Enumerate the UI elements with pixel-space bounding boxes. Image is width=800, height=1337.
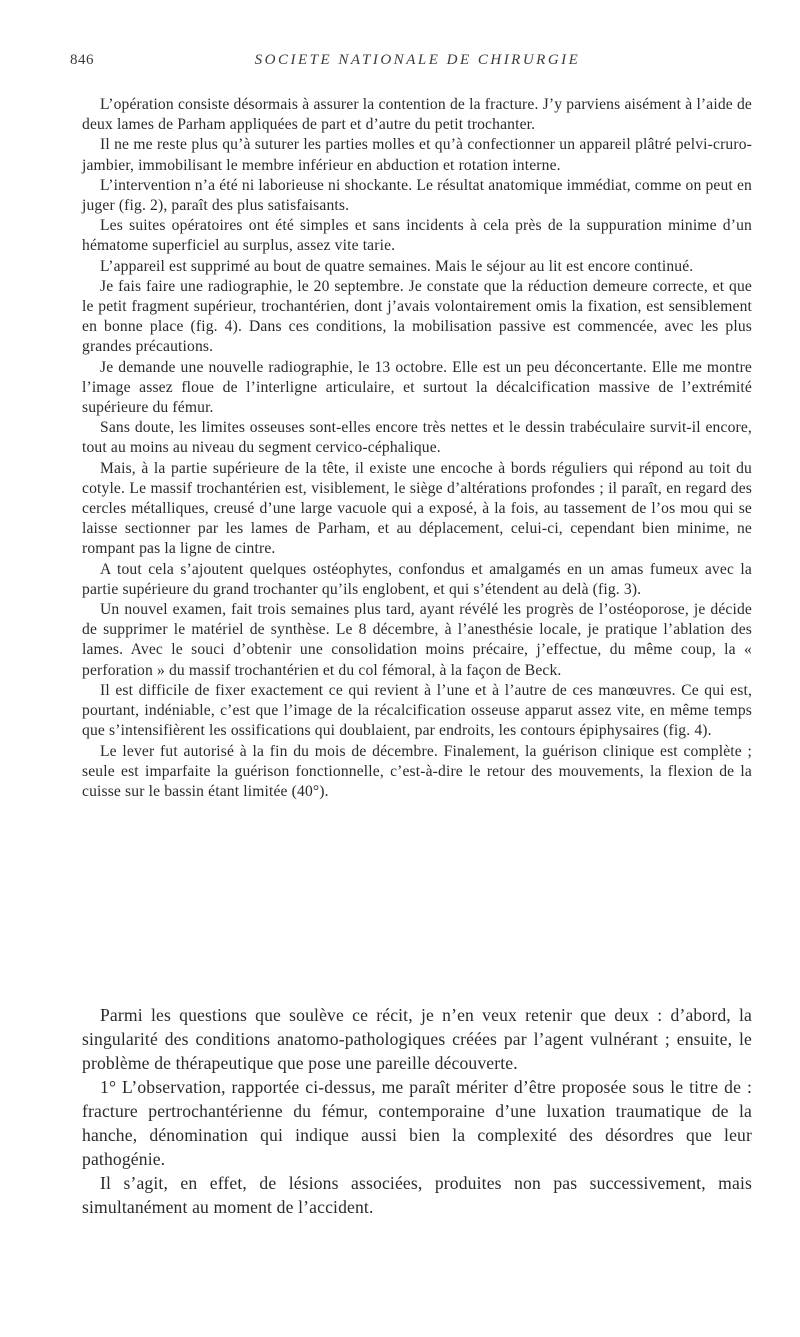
paragraph: Les suites opératoires ont été simples et sans incidents à cela près de la suppuration minime d’un hématome superficiel au surplus, assez vite tarie. [82, 217, 752, 255]
paragraph: Sans doute, les limites osseuses sont-elles encore très nettes et le dessin trabéculaire survit-il encore, tout au moins au niveau du segment cervico-céphalique. [82, 419, 752, 457]
discussion-text [82, 1003, 752, 1219]
paragraph: A tout cela s’ajoutent quelques ostéophytes, confondus et amalgamés en un amas fumeux avec la partie supérieure du grand trochanter qu’ils englobent, et qui s’étendent au delà (fig. 3). [82, 560, 752, 598]
page-header [70, 52, 745, 76]
running-title: SOCIETE NATIONALE DE CHIRURGIE [254, 52, 581, 68]
paragraph: Je demande une nouvelle radiographie, le 13 octobre. Elle est un peu déconcertante. Elle me montre l’image assez floue de l’interligne articulaire, et surtout la décalcification massive de l’extrémité supérieure du fémur. [82, 358, 752, 417]
page-number: 846 [70, 52, 94, 68]
paragraph: L’intervention n’a été ni laborieuse ni shockante. Le résultat anatomique immédiat, comme on peut en juger (fig. 2), paraît des plus satisfaisants. [82, 176, 752, 215]
paragraph: Il s’agit, en effet, de lésions associées, produites non pas successivement, mais simultanément au moment de l’accident. [82, 1173, 752, 1217]
paragraph: Il est difficile de fixer exactement ce qui revient à l’une et à l’autre de ces manœuvres. Ce qui est, pourtant, indéniable, c’est que l’image de la récalcification osseuse apparut assez vite, en même temps que s’intensifièrent les ossifications qui doublaient, par endroits, les contours épiphysaires (fig. 4). [82, 681, 752, 740]
paragraph: L’opération consiste désormais à assurer la contention de la fracture. J’y parviens aisément à l’aide de deux lames de Parham appliquées de part et d’autre du petit trochanter. [82, 96, 752, 134]
case-report-text [82, 95, 752, 802]
paragraph: Un nouvel examen, fait trois semaines plus tard, ayant révélé les progrès de l’ostéoporose, je décide de supprimer le matériel de synthèse. Le 8 décembre, à l’anesthésie locale, je pratique l’ablation des lames. Avec le souci d’obtenir une consolidation moins précaire, j’effectue, du même coup, la « perforation » du massif trochantérien et du col fémoral, à la façon de Beck. [82, 601, 752, 679]
paragraph: Le lever fut autorisé à la fin du mois de décembre. Finalement, la guérison clinique est complète ; seule est imparfaite la guérison fonctionnelle, c’est-à-dire le retour des mouvements, la flexion de la cuisse sur le bassin étant limitée (40°). [82, 742, 752, 800]
paragraph: Je fais faire une radiographie, le 20 septembre. Je constate que la réduction demeure correcte, et que le petit fragment supérieur, trochantérien, dont j’avais volontairement omis la fixation, est sensiblement en bonne place (fig. 4). Dans ces conditions, la mobilisation passive est commencée, avec les plus grandes précautions. [82, 277, 752, 356]
paragraph: 1° L’observation, rapportée ci-dessus, me paraît mériter d’être proposée sous le titre de : fracture pertrochantérienne du fémur, contemporaine d’une luxation traumatique de la hanche, dénomination qui indique aussi bien la complexité des désordres que leur pathogénie. [82, 1077, 752, 1169]
paragraph: Il ne me reste plus qu’à suturer les parties molles et qu’à confectionner un appareil plâtré pelvi-cruro-jambier, immobilisant le membre inférieur en abduction et rotation interne. [82, 136, 752, 174]
paragraph: L’appareil est supprimé au bout de quatre semaines. Mais le séjour au lit est encore continué. [100, 257, 694, 275]
paragraph: Parmi les questions que soulève ce récit, je n’en veux retenir que deux : d’abord, la singularité des conditions anatomo-pathologiques créées par l’agent vulnérant ; ensuite, le problème de thérapeutique que pose une pareille découverte. [82, 1005, 752, 1073]
paragraph: Mais, à la partie supérieure de la tête, il existe une encoche à bords réguliers qui répond au toit du cotyle. Le massif trochantérien est, visiblement, le siège d’altérations profondes ; il paraît, en regard des cercles métalliques, creusé d’une large vacuole qui a exposé, à la fois, au tassement de l’os mou qui se laisse sectionner par les lames de Parham, et au déplacement, celui-ci, cependant bien minime, ne rompant pas la ligne de cintre. [82, 459, 752, 558]
